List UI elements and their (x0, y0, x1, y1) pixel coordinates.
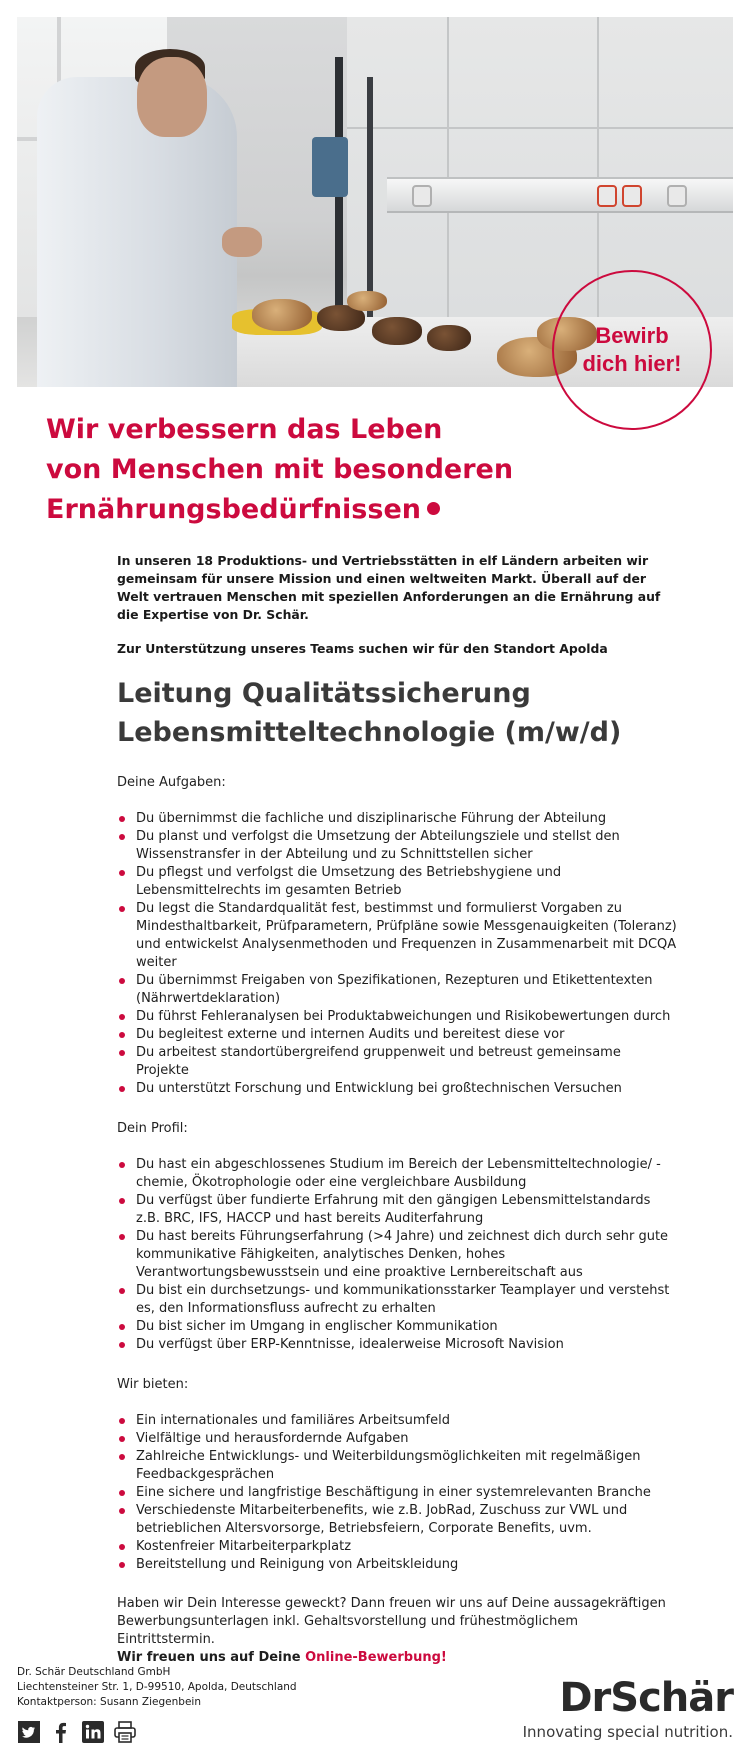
tasks-heading: Deine Aufgaben: (117, 775, 226, 790)
social-share-bar (17, 1720, 137, 1744)
bread-loaf (252, 299, 312, 331)
socket-icon (597, 185, 617, 207)
facebook-icon[interactable] (49, 1720, 73, 1744)
intro-text: In unseren 18 Produktions- und Vertriebsstätten in elf Ländern arbeiten wir gemeinsam für unsere Mission und einen weltweiten Markt. Überall auf der Welt vertrauen Menschen mit speziellen Anforderungen an die Ernährung auf die Expertise von Dr. Schär. (117, 553, 661, 622)
list-item: Du pflegst und verfolgst die Umsetzung des Betriebshygiene und Lebensmittelrechts im gesamten Betrieb (117, 864, 677, 900)
list-item: Verschiedenste Mitarbeiterbenefits, wie z.B. JobRad, Zuschuss zur VWL und betrieblichen Altersvorsorge, Betriebsfeiern, Corporate Benefits, uvm. (117, 1502, 677, 1538)
list-item: Du übernimmst Freigaben von Spezifikationen, Rezepturen und Etikettentexten (Nährwertdeklaration) (117, 972, 677, 1008)
headline-line: Ernährungsbedürfnissen (46, 494, 421, 525)
page-headline (46, 410, 566, 530)
offer-heading: Wir bieten: (117, 1377, 189, 1392)
headline-line: von Menschen mit besonderen (46, 454, 514, 485)
list-item: Eine sichere und langfristige Beschäftigung in einer systemrelevanten Branche (117, 1484, 677, 1502)
profile-list (117, 1156, 677, 1354)
bread-slice (427, 325, 471, 351)
closing-paragraph (117, 1595, 677, 1667)
headline-line: Wir verbessern das Leben (46, 414, 443, 445)
location-subline: Zur Unterstützung unseres Teams suchen wir für den Standort Apolda (117, 641, 608, 656)
person-lab-coat (37, 77, 237, 387)
cta-prefix: Wir freuen uns auf Deine (117, 1650, 306, 1665)
dr-schaer-logo (520, 1676, 733, 1742)
print-icon[interactable] (113, 1720, 137, 1744)
job-content (117, 552, 677, 1667)
linkedin-icon[interactable] (81, 1720, 105, 1744)
list-item: Du hast ein abgeschlossenes Studium im Bereich der Lebensmitteltechnologie/ -chemie, Ökotrophologie oder eine vergleichbare Ausbildung (117, 1156, 677, 1192)
list-item: Ein internationales und familiäres Arbeitsumfeld (117, 1412, 677, 1430)
list-item: Bereitstellung und Reinigung von Arbeitskleidung (117, 1556, 677, 1574)
socket-icon (667, 185, 687, 207)
wall-seam (447, 17, 449, 317)
company-address: Liechtensteiner Str. 1, D-99510, Apolda, Deutschland (17, 1681, 297, 1693)
list-item: Zahlreiche Entwicklungs- und Weiterbildungsmöglichkeiten mit regelmäßigen Feedbackgesprächen (117, 1448, 677, 1484)
list-item: Du bist ein durchsetzungs- und kommunikationsstarker Teamplayer und verstehst es, den Informationsfluss aufrecht zu erhalten (117, 1282, 677, 1318)
lab-wall (347, 17, 733, 317)
person-hand (222, 227, 262, 257)
wall-seam (347, 127, 733, 129)
bread-slice (372, 317, 422, 345)
closing-text: Haben wir Dein Interesse geweckt? Dann freuen wir uns auf Deine aussagekräftigen Bewerbungsunterlagen inkl. Gehaltsvorstellung und frühestmöglichem Eintrittstermin. (117, 1596, 666, 1647)
contact-person: Kontaktperson: Susann Ziegenbein (17, 1696, 201, 1708)
list-item: Du arbeitest standortübergreifend gruppenweit und betreust gemeinsame Projekte (117, 1044, 677, 1080)
lab-stand (367, 77, 373, 327)
company-info (17, 1665, 297, 1710)
list-item: Du übernimmst die fachliche und disziplinarische Führung der Abteilung (117, 810, 677, 828)
brand-name: DrSchär (559, 1675, 733, 1721)
list-item: Du legst die Standardqualität fest, bestimmst und formulierst Vorgaben zu Mindesthaltbarkeit, Prüfparametern, Prüfpläne sowie Messgenauigkeiten (Toleranz) und entwickelst Analysenmethoden und Frequenzen in Zusammenarbeit mit DCQA weiter (117, 900, 677, 972)
list-item: Vielfältige und herausfordernde Aufgaben (117, 1430, 677, 1448)
list-item: Du verfügst über ERP-Kenntnisse, idealerweise Microsoft Navision (117, 1336, 677, 1354)
job-title-line: Lebensmitteltechnologie (m/w/d) (117, 717, 622, 748)
list-item: Du hast bereits Führungserfahrung (>4 Jahre) und zeichnest dich durch sehr gute kommunikative Fähigkeiten, analytisches Denken, hohes Verantwortungsbewusstsein und eine proaktive Lernbereitschaft aus (117, 1228, 677, 1282)
twitter-icon[interactable] (17, 1720, 41, 1744)
profile-heading: Dein Profil: (117, 1121, 188, 1136)
person-head (137, 57, 207, 137)
socket-icon (412, 185, 432, 207)
job-title (117, 674, 677, 752)
mixer-motor (312, 137, 348, 197)
list-item: Du verfügst über fundierte Erfahrung mit den gängigen Lebensmittelstandards z.B. BRC, IFS, HACCP und hast bereits Auditerfahrung (117, 1192, 677, 1228)
list-item: Du planst und verfolgst die Umsetzung der Abteilungsziele und stellst den Wissenstransfer in der Abteilung und zu Schnittstellen sicher (117, 828, 677, 864)
list-item: Du begleitest externe und internen Audits und bereitest diese vor (117, 1026, 677, 1044)
list-item: Kostenfreier Mitarbeiterparkplatz (117, 1538, 677, 1556)
socket-icon (622, 185, 642, 207)
wall-seam (597, 17, 599, 317)
list-item: Du unterstützt Forschung und Entwicklung bei großtechnischen Versuchen (117, 1080, 677, 1098)
list-item: Du führst Fehleranalysen bei Produktabweichungen und Risikobewertungen durch (117, 1008, 677, 1026)
list-item: Du bist sicher im Umgang in englischer Kommunikation (117, 1318, 677, 1336)
job-title-line: Leitung Qualitätssicherung (117, 678, 531, 709)
offer-list (117, 1412, 677, 1574)
apply-badge-label: Bewirb dich hier! (582, 323, 682, 376)
headline-dot-icon (427, 502, 440, 515)
bread-slice (347, 291, 387, 311)
brand-tagline: Innovating special nutrition. (522, 1723, 733, 1741)
online-application-link[interactable]: Online-Bewerbung! (305, 1650, 447, 1665)
apply-badge-button[interactable] (552, 270, 712, 430)
company-name: Dr. Schär Deutschland GmbH (17, 1666, 171, 1678)
tasks-list (117, 810, 677, 1098)
